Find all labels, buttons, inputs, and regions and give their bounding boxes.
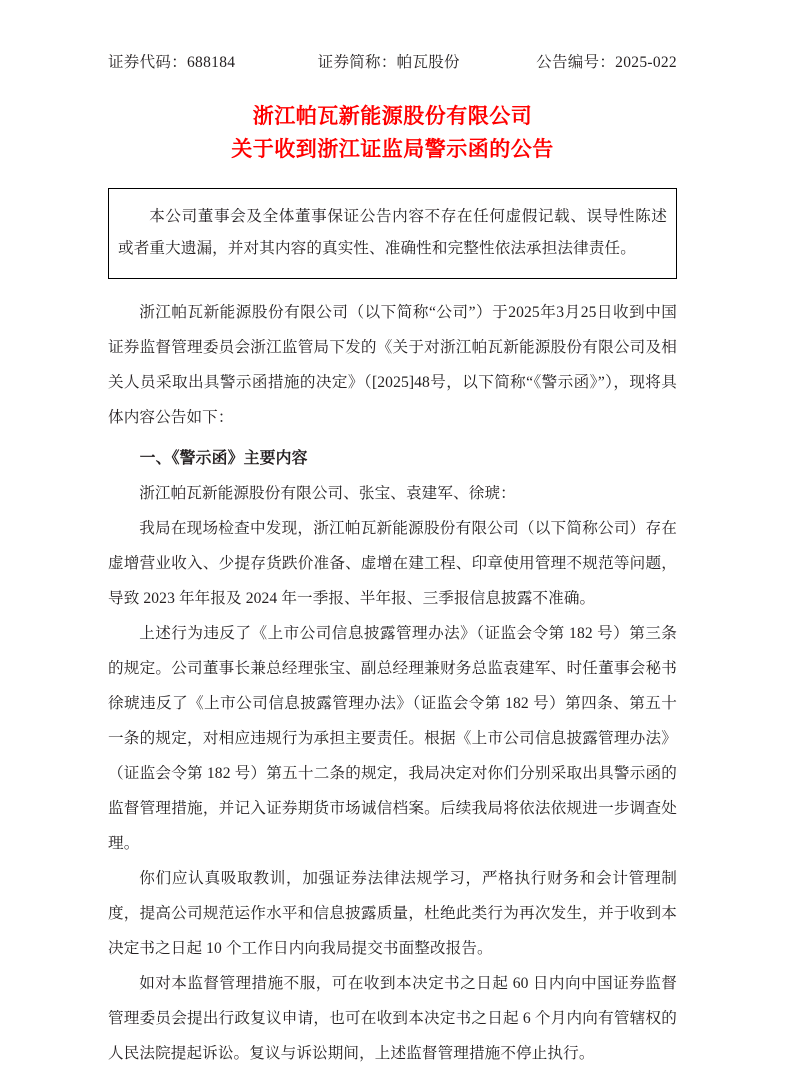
security-short-name: 证券简称：帕瓦股份 [317,54,460,71]
intro-paragraph: 浙江帕瓦新能源股份有限公司（以下简称“公司”）于2025年3月25日收到中国证券监督管理委员会浙江监管局下发的《关于对浙江帕瓦新能源股份有限公司及相关人员采取出具警示函措施的决定》（[2025]48号，以下简称“《警示函》”），现将具体内容公告如下： [108,304,677,426]
page-title [105,100,680,166]
appeal-paragraph: 如对本监督管理措施不服，可在收到本决定书之日起 60 日内向中国证券监督管理委员会提出行政复议申请，也可在收到本决定书之日起 6 个月内向有管辖权的人民法院提起诉讼。复议与诉讼期间，上述监督管理措施不停止执行。 [108,975,677,1062]
addressee-line: 浙江帕瓦新能源股份有限公司、张宝、袁建军、徐琥： [139,485,516,502]
findings-paragraph: 我局在现场检查中发现，浙江帕瓦新能源股份有限公司（以下简称公司）存在虚增营业收入、少提存货跌价准备、虚增在建工程、印章使用管理不规范等问题，导致 2023 年年报及 2024 年一季报、半年报、三季报信息披露不准确。 [108,520,677,607]
title-subject: 关于收到浙江证监局警示函的公告 [231,137,554,161]
document-header [105,0,680,72]
announcement-number: 公告编号：2025-022 [536,54,677,71]
disclaimer-text: 本公司董事会及全体董事保证公告内容不存在任何虚假记载、误导性陈述或者重大遗漏，并对其内容的真实性、准确性和完整性依法承担法律责任。 [118,208,667,257]
rectification-paragraph: 你们应认真吸取教训，加强证券法律法规学习，严格执行财务和会计管理制度，提高公司规范运作水平和信息披露质量，杜绝此类行为再次发生，并于收到本决定书之日起 10 个工作日内向我局提交书面整改报告。 [108,870,677,957]
disclaimer-box [108,188,677,279]
section-heading-one: 一、《警示函》主要内容 [139,450,308,467]
title-company-name: 浙江帕瓦新能源股份有限公司 [252,104,533,128]
document-body [105,295,680,1071]
security-code: 证券代码：688184 [108,54,236,71]
violations-paragraph: 上述行为违反了《上市公司信息披露管理办法》（证监会令第 182 号）第三条的规定。公司董事长兼总经理张宝、副总经理兼财务总监袁建军、时任董事会秘书徐琥违反了《上市公司信息披露管理办法》（证监会令第 182 号）第四条、第五十一条的规定，对相应违规行为承担主要责任。根据《上市公司信息披露管理办法》（证监会令第 182 号）第五十二条的规定，我局决定对你们分别采取出具警示函的监督管理措施，并记入证券期货市场诚信档案。后续我局将依法依规进一步调查处理。 [108,625,677,852]
